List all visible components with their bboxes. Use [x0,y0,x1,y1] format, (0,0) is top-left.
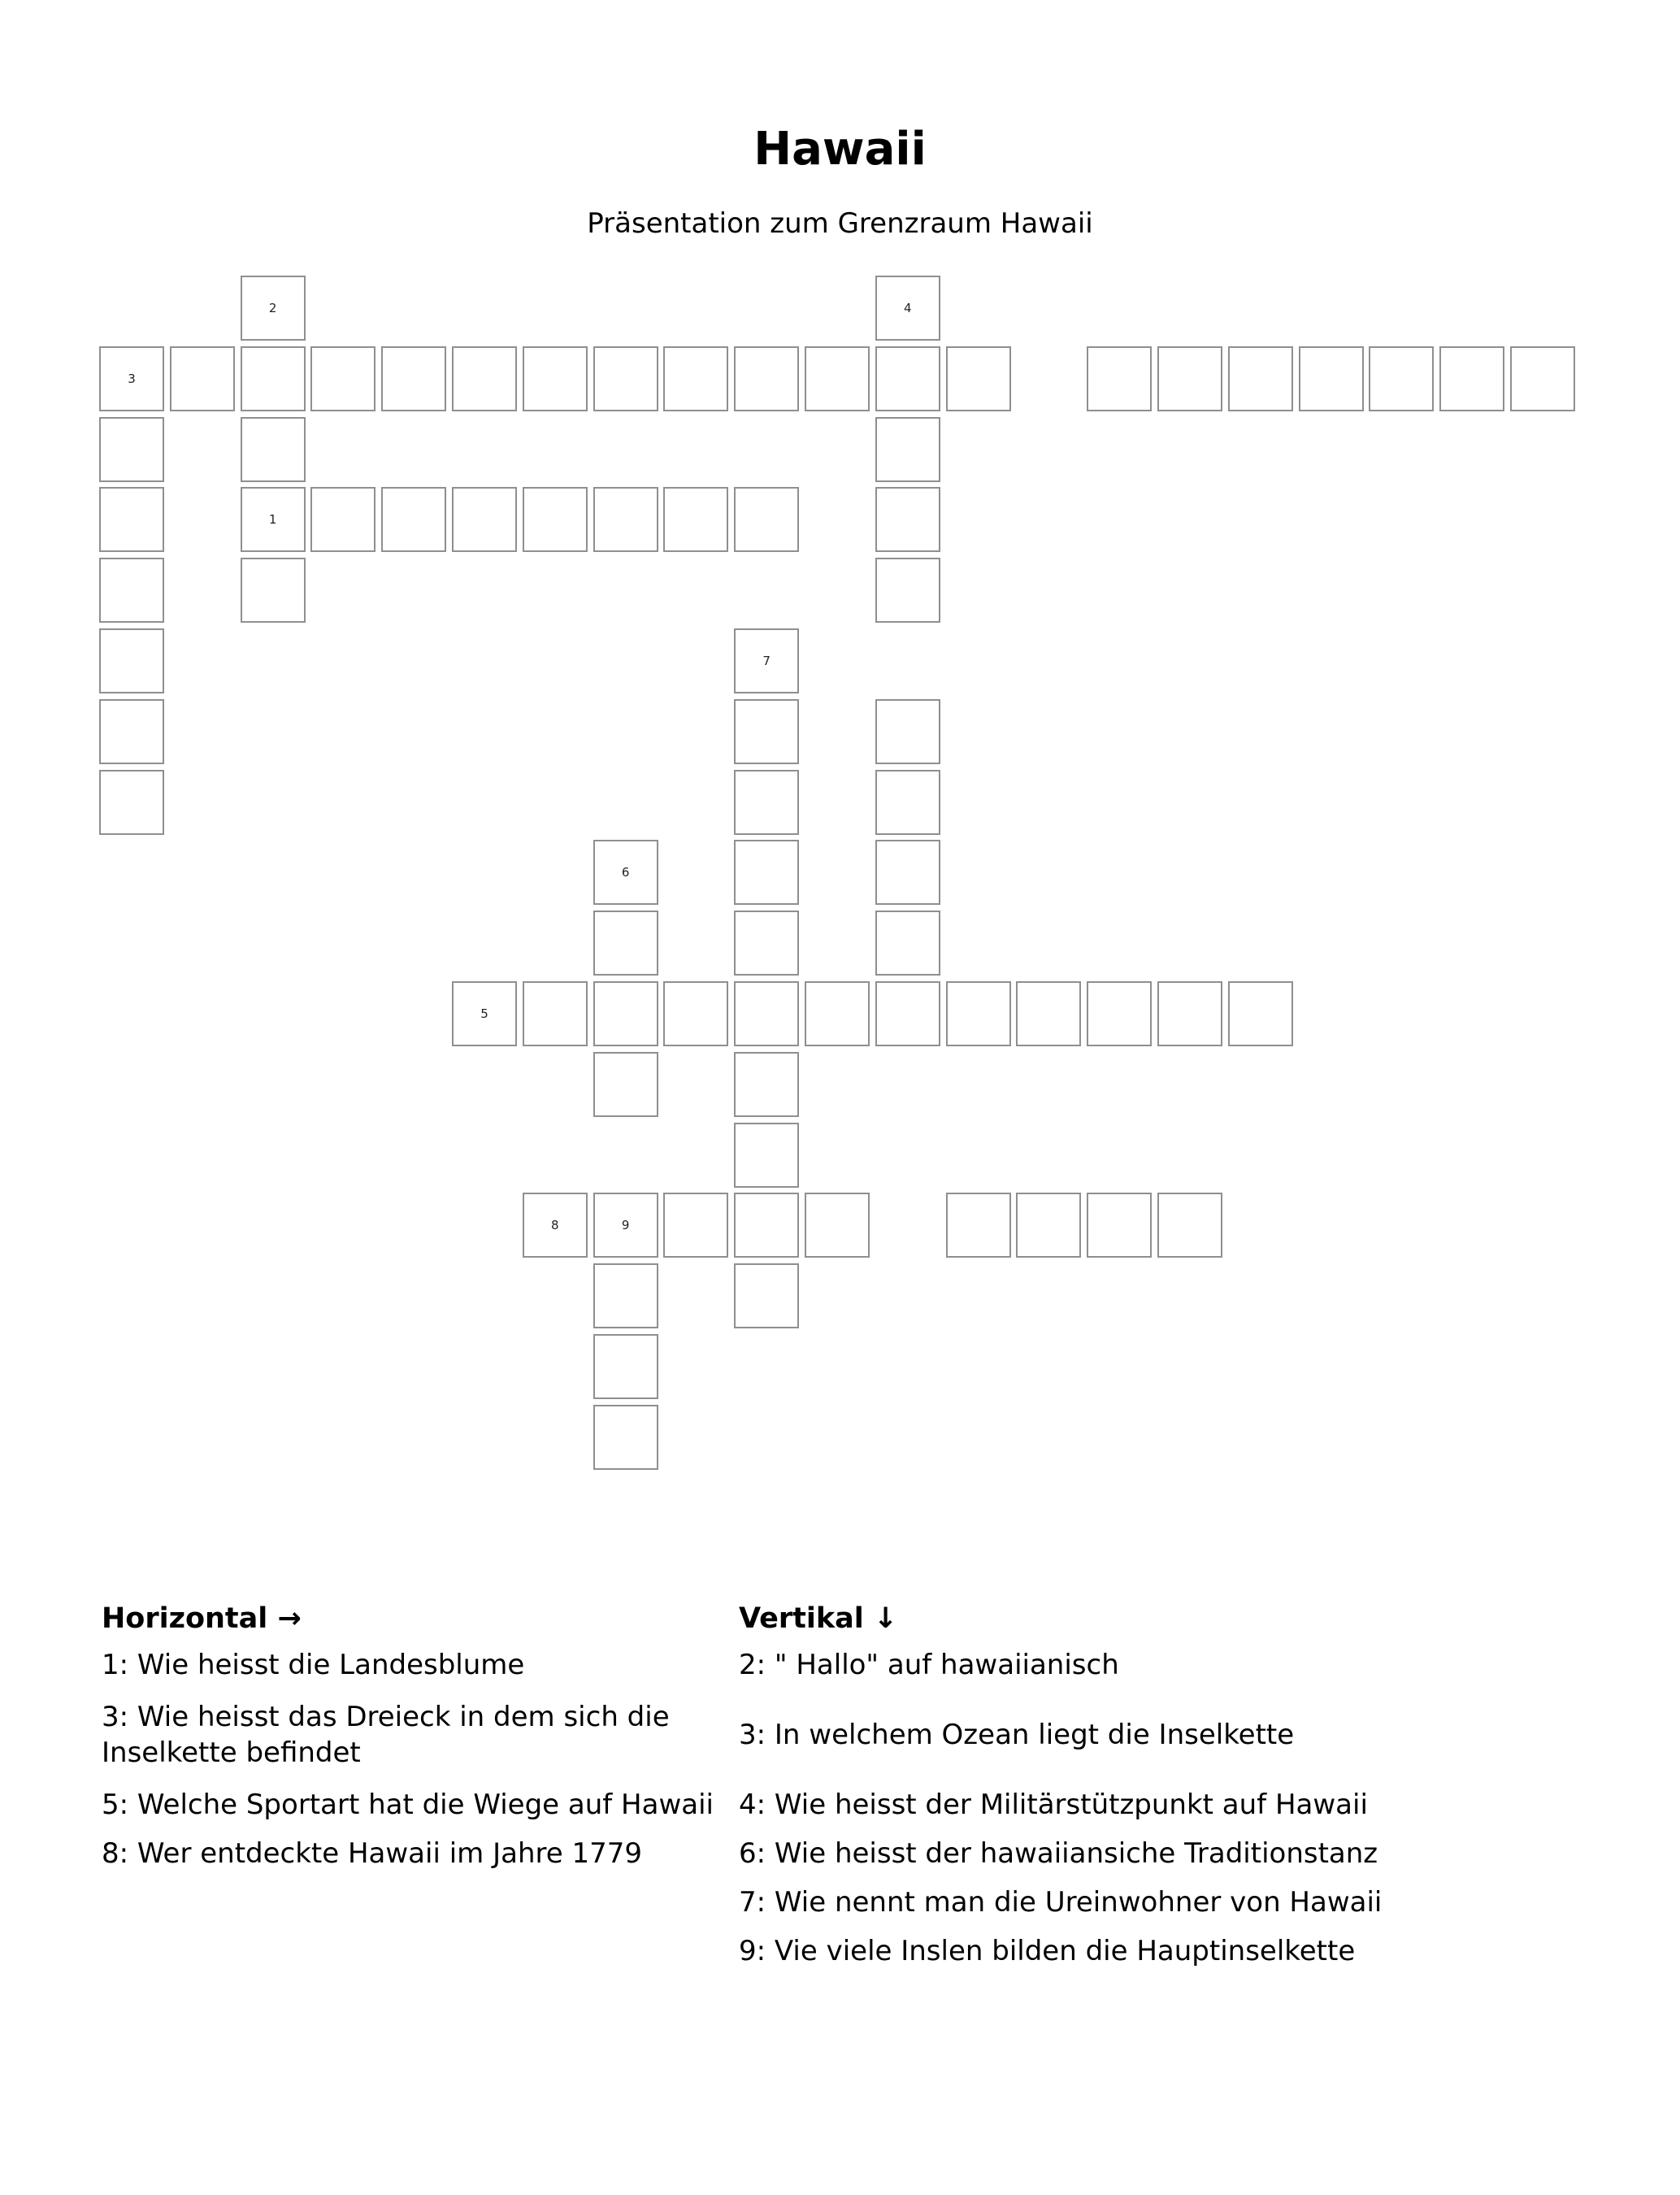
clue-number: 5 [480,1006,488,1021]
crossword-cell[interactable] [663,1193,728,1258]
clue-down-7: 7: Wie nennt man die Ureinwohner von Hawaii [739,1886,1383,1919]
crossword-cell[interactable] [663,346,728,411]
crossword-cell[interactable] [734,1263,799,1328]
crossword-cell[interactable] [663,487,728,552]
page-title: Hawaii [753,123,927,176]
clue-number: 3 [128,371,136,386]
crossword-cell[interactable] [875,346,940,411]
crossword-cell[interactable] [241,346,306,411]
crossword-cell[interactable] [805,346,870,411]
crossword-cell[interactable] [1157,981,1222,1046]
crossword-cell[interactable] [734,770,799,835]
crossword-cell[interactable] [310,487,376,552]
crossword-cell[interactable] [1510,346,1575,411]
crossword-cell[interactable] [593,487,658,552]
crossword-cell[interactable] [1439,346,1504,411]
crossword-cell[interactable] [1087,1193,1152,1258]
crossword-cell[interactable] [593,1405,658,1470]
crossword-cell[interactable] [875,417,940,482]
crossword-cell[interactable] [593,1193,658,1258]
crossword-cell[interactable] [734,346,799,411]
crossword-cell[interactable] [99,770,164,835]
crossword-cell[interactable] [99,558,164,623]
clue-down-4: 4: Wie heisst der Militärstützpunkt auf Hawaii [739,1789,1368,1821]
crossword-cell[interactable] [452,487,517,552]
crossword-cell[interactable] [1016,981,1081,1046]
page-subtitle: Präsentation zum Grenzraum Hawaii [587,207,1093,240]
crossword-cell[interactable] [875,487,940,552]
crossword-cell[interactable] [875,840,940,905]
crossword-cell[interactable] [452,981,517,1046]
crossword-cell[interactable] [523,1193,588,1258]
crossword-cell[interactable] [1016,1193,1081,1258]
crossword-cell[interactable] [805,981,870,1046]
clue-number: 6 [621,865,630,880]
crossword-cell[interactable] [1369,346,1434,411]
crossword-cell[interactable] [593,840,658,905]
crossword-cell[interactable] [805,1193,870,1258]
crossword-cell[interactable] [523,981,588,1046]
crossword-cell[interactable] [523,346,588,411]
clue-across-5: 5: Welche Sportart hat die Wiege auf Hawaii [102,1789,714,1821]
crossword-cell[interactable] [1228,981,1293,1046]
crossword-cell[interactable] [875,770,940,835]
crossword-cell[interactable] [593,1263,658,1328]
crossword-cell[interactable] [170,346,235,411]
crossword-cell[interactable] [241,558,306,623]
crossword-cell[interactable] [1299,346,1364,411]
clue-number: 1 [268,512,277,528]
horizontal-heading: Horizontal → [102,1602,302,1635]
crossword-cell[interactable] [99,346,164,411]
crossword-cell[interactable] [1157,1193,1222,1258]
horizontal-clues [102,1600,736,1878]
crossword-cell[interactable] [241,276,306,341]
crossword-cell[interactable] [99,487,164,552]
crossword-cell[interactable] [734,840,799,905]
crossword-cell[interactable] [1157,346,1222,411]
crossword-cell[interactable] [875,911,940,976]
clue-down-9: 9: Vie viele Inslen bilden die Hauptinselkette [739,1935,1356,1967]
crossword-cell[interactable] [946,1193,1011,1258]
crossword-cell[interactable] [734,699,799,764]
crossword-cell[interactable] [734,1052,799,1117]
crossword-cell[interactable] [875,981,940,1046]
clue-number: 4 [904,301,912,315]
crossword-cell[interactable] [99,699,164,764]
crossword-cell[interactable] [734,911,799,976]
crossword-cell[interactable] [875,276,940,341]
clue-number: 8 [551,1218,559,1233]
crossword-cell[interactable] [241,417,306,482]
crossword-cell[interactable] [875,558,940,623]
crossword-cell[interactable] [381,346,446,411]
vertical-clues [739,1600,1552,1976]
crossword-cell[interactable] [99,628,164,693]
crossword-cell[interactable] [1087,346,1152,411]
crossword-cell[interactable] [946,981,1011,1046]
clue-number: 7 [762,654,771,668]
crossword-cell[interactable] [310,346,376,411]
clue-across-3: 3: Wie heisst das Dreieck in dem sich die Inselkette befindet [102,1701,670,1769]
crossword-cell[interactable] [734,487,799,552]
crossword-cell[interactable] [593,346,658,411]
crossword-cell[interactable] [734,1123,799,1188]
clue-down-2: 2: " Hallo" auf hawaiianisch [739,1649,1119,1681]
crossword-cell[interactable] [593,981,658,1046]
crossword-cell[interactable] [593,1052,658,1117]
clue-number: 2 [268,301,277,315]
clue-number: 9 [621,1218,630,1233]
crossword-cell[interactable] [452,346,517,411]
crossword-cell[interactable] [734,1193,799,1258]
crossword-cell[interactable] [593,1334,658,1399]
crossword-cell[interactable] [875,699,940,764]
clue-across-1: 1: Wie heisst die Landesblume [102,1649,525,1681]
clue-down-6: 6: Wie heisst der hawaiiansiche Traditionstanz [739,1837,1378,1870]
vertical-heading: Vertikal ↓ [739,1602,898,1635]
crossword-cell[interactable] [946,346,1011,411]
crossword-cell[interactable] [734,981,799,1046]
crossword-cell[interactable] [241,487,306,552]
clue-across-8: 8: Wer entdeckte Hawaii im Jahre 1779 [102,1837,642,1870]
crossword-cell[interactable] [1087,981,1152,1046]
crossword-cell[interactable] [99,417,164,482]
crossword-cell[interactable] [1228,346,1293,411]
crossword-cell[interactable] [734,628,799,693]
crossword-cell[interactable] [381,487,446,552]
clue-down-3: 3: In welchem Ozean liegt die Inselkette [739,1719,1295,1751]
crossword-cell[interactable] [593,911,658,976]
crossword-cell[interactable] [523,487,588,552]
crossword-cell[interactable] [663,981,728,1046]
